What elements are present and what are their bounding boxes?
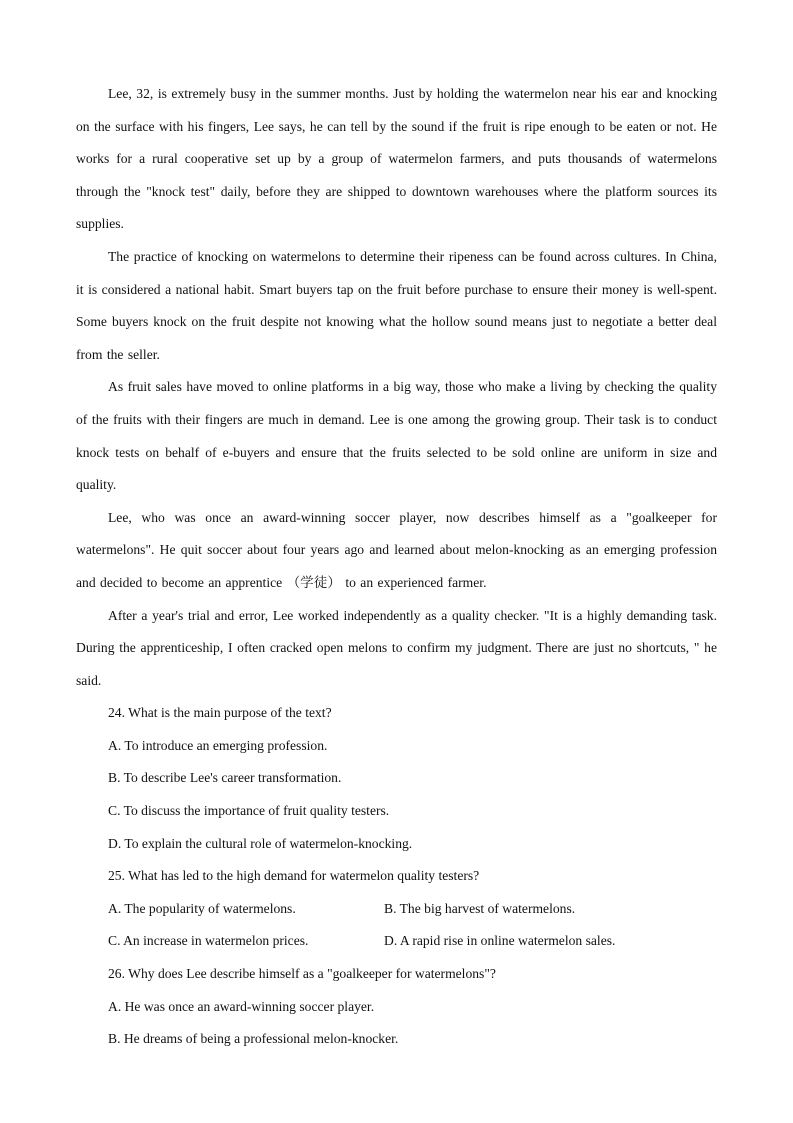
question-25-options-row-1 <box>76 893 717 926</box>
question-24 <box>76 697 717 860</box>
question-24-option-a: A. To introduce an emerging profession. <box>108 737 328 753</box>
question-25 <box>76 860 717 958</box>
question-26 <box>76 958 717 1056</box>
question-25-option-b: B. The big harvest of watermelons. <box>384 900 576 916</box>
question-25-stem: 25. What has led to the high demand for watermelon quality testers? <box>108 868 480 884</box>
question-26-stem: 26. Why does Lee describe himself as a "goalkeeper for watermelons"? <box>108 966 496 982</box>
question-25-options-row-2 <box>76 925 717 958</box>
question-26-option-a: A. He was once an award-winning soccer player. <box>108 998 375 1014</box>
passage-paragraph-1: Lee, 32, is extremely busy in the summer months. Just by holding the watermelon near his ear and knocking on the surface with his fingers, Lee says, he can tell by the sound if the fruit is ripe enough to be eaten or not. He works for a rural cooperative set up by a group of watermelon farmers, and puts thousands of watermelons through the "knock test" daily, before they are shipped to downtown warehouses where the platform sources its supplies. <box>76 86 717 232</box>
reading-passage <box>76 78 717 1056</box>
passage-paragraph-3: As fruit sales have moved to online platforms in a big way, those who make a living by checking the quality of the fruits with their fingers are much in demand. Lee is one among the growing group. Their task is to conduct knock tests on behalf of e-buyers and ensure that the fruits selected to be sold online are uniform in size and quality. <box>76 379 717 493</box>
question-24-option-d: D. To explain the cultural role of watermelon-knocking. <box>108 835 413 851</box>
passage-paragraph-5: After a year's trial and error, Lee worked independently as a quality checker. "It is a highly demanding task. During the apprenticeship, I often cracked open melons to confirm my judgment. There are just no shortcuts, " he said. <box>76 607 717 688</box>
question-24-stem: 24. What is the main purpose of the text? <box>108 705 332 721</box>
passage-paragraph-4: Lee, who was once an award-winning soccer player, now describes himself as a "goalkeeper for watermelons". He quit soccer about four years ago and learned about melon-knocking as an emerging profession and decided to become an apprentice （学徒） to an experienced farmer. <box>76 509 717 590</box>
question-24-option-c: C. To discuss the importance of fruit quality testers. <box>108 803 390 819</box>
question-25-option-a: A. The popularity of watermelons. <box>108 900 296 916</box>
question-25-option-c: C. An increase in watermelon prices. <box>108 933 309 949</box>
question-24-option-b: B. To describe Lee's career transformation. <box>108 770 342 786</box>
question-26-option-b: B. He dreams of being a professional melon-knocker. <box>108 1031 399 1047</box>
passage-paragraph-2: The practice of knocking on watermelons to determine their ripeness can be found across cultures. In China, it is considered a national habit. Smart buyers tap on the fruit before purchase to ensure their money is well-spent. Some buyers knock on the fruit despite not knowing what the hollow sound means just to negotiate a better deal from the seller. <box>76 248 717 362</box>
question-25-option-d: D. A rapid rise in online watermelon sales. <box>384 933 616 949</box>
